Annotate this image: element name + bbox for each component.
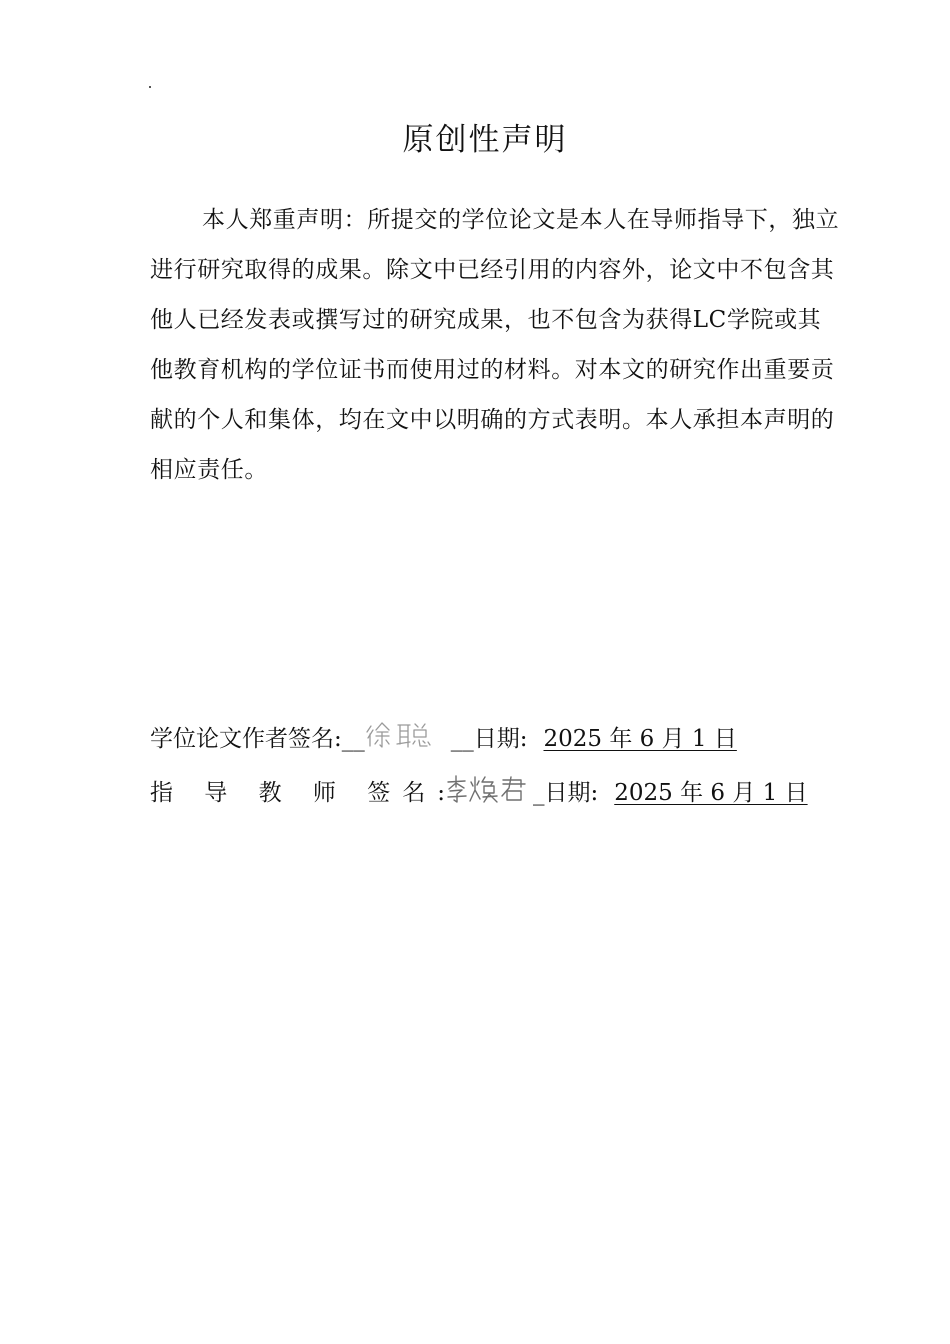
page-title: 原创性声明 <box>402 122 568 158</box>
advisor-signature-line-end: _ <box>533 780 545 806</box>
declaration-body <box>150 195 840 495</box>
advisor-date-label: 日期: <box>544 780 599 806</box>
author-signature-line-start: __ <box>341 726 365 752</box>
advisor-signature-row <box>150 770 808 810</box>
author-signature-label: 学位论文作者签名: <box>150 726 342 752</box>
page-corner-mark <box>149 86 151 88</box>
advisor-signature-label: 指 导 教 师 签名: <box>150 780 457 806</box>
author-date-value: 2025 年 6 月 1 日 <box>543 726 737 752</box>
author-signature <box>365 720 451 750</box>
advisor-signature <box>445 774 533 804</box>
advisor-date-value: 2025 年 6 月 1 日 <box>614 780 808 806</box>
advisor-handwritten-signature-image <box>445 774 533 804</box>
author-date-label: 日期: <box>473 726 528 752</box>
author-handwritten-signature-image <box>365 720 451 750</box>
declaration-paragraph: 本人郑重声明：所提交的学位论文是本人在导师指导下，独立进行研究取得的成果。除文中已经引用的内容外，论文中不包含其他人已经发表或撰写过的研究成果，也不包含为获得LC学院或其他教育机构的学位证书而使用过的材料。对本文的研究作出重要贡献的个人和集体，均在文中以明确的方式表明。本人承担本声明的相应责任。 <box>150 207 840 483</box>
author-signature-line-end: __ <box>450 726 474 752</box>
author-signature-row <box>150 716 737 756</box>
